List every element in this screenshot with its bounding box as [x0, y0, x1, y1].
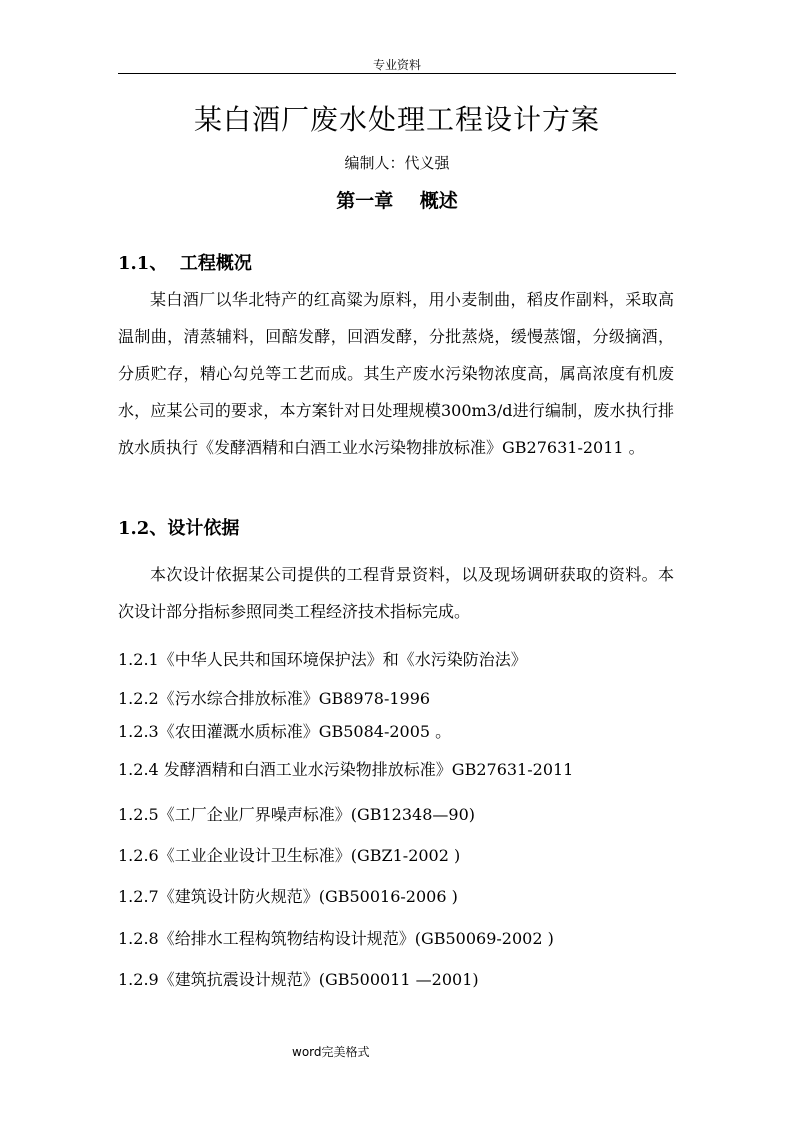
section-heading-1-1: 1.1、 工程概况 — [118, 253, 252, 274]
section-heading-1-2: 1.2、设计依据 — [118, 518, 240, 539]
section-1-2-paragraph: 本次设计依据某公司提供的工程背景资料，以及现场调研获取的资料。本次设计部分指标参照同类工程经济技术指标完成。 — [118, 565, 674, 621]
list-item: 1.2.6《工业企业设计卫生标准》(GBZ1-2002 ) — [118, 846, 461, 865]
header-text: 专业资料 — [372, 58, 421, 72]
list-item: 1.2.4 发酵酒精和白酒工业水污染物排放标准》GB27631-2011 — [118, 760, 574, 779]
list-item: 1.2.8《给排水工程构筑物结构设计规范》(GB50069-2002 ) — [118, 929, 554, 948]
list-item: 1.2.2《污水综合排放标准》GB8978-1996 — [118, 689, 431, 708]
section-1-1-paragraph: 某白酒厂以华北特产的红高粱为原料，用小麦制曲，稻皮作副料，采取高温制曲，清蒸辅料，回醅发酵，回酒发酵，分批蒸烧，缓慢蒸馏，分级摘酒，分质贮存，精心勾兑等工艺而成。其生产废水污染物浓度高，属高浓度有机废水，应某公司的要求，本方案针对日处理规模300m3/d进行编制，废水执行排放水质执行《发酵酒精和白酒工业水污染物排放标准》GB27631-2011 。 — [118, 290, 674, 457]
document-title: 某白酒厂废水处理工程设计方案 — [193, 103, 600, 136]
chapter-heading: 第一章 概述 — [336, 190, 458, 212]
list-item: 1.2.5《工厂企业厂界噪声标准》(GB12348—90) — [118, 805, 475, 824]
list-item: 1.2.7《建筑设计防火规范》(GB50016-2006 ) — [118, 887, 458, 906]
list-item: 1.2.9《建筑抗震设计规范》(GB500011 —2001) — [118, 970, 479, 989]
header-divider — [118, 73, 676, 74]
page-footer: word完美格式 — [292, 1045, 370, 1059]
document-author: 编制人：代义强 — [344, 154, 450, 172]
list-item: 1.2.1《中华人民共和国环境保护法》和《水污染防治法》 — [118, 650, 527, 669]
list-item: 1.2.3《农田灌溉水质标准》GB5084-2005 。 — [118, 722, 452, 741]
